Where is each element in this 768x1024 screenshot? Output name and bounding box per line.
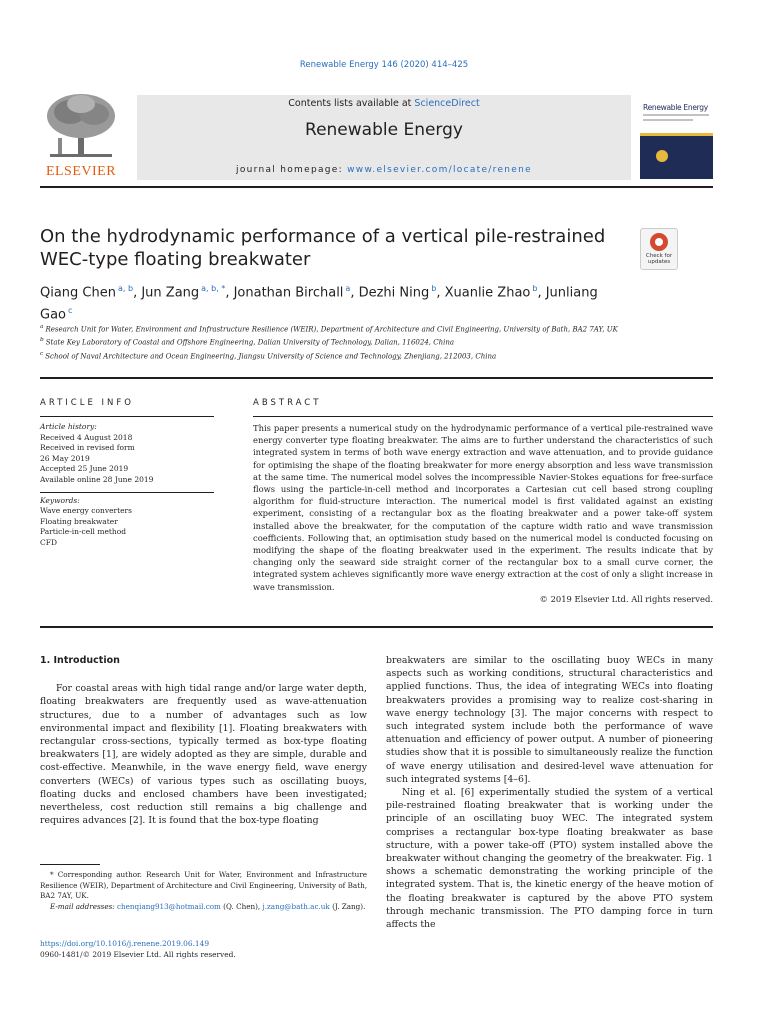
cover-line <box>643 114 709 116</box>
history-list <box>40 433 212 486</box>
author-affiliation-marker[interactable]: a, b, * <box>201 284 226 293</box>
abstract-rule <box>253 416 713 417</box>
email-link-chen[interactable]: chenqiang913@hotmail.com <box>117 901 221 911</box>
homepage-prefix: journal homepage: <box>236 165 348 175</box>
right-column <box>386 654 713 931</box>
doi-link[interactable]: https://doi.org/10.1016/j.renene.2019.06.149 <box>40 939 210 948</box>
abstract-text: This paper presents a numerical study on the hydrodynamic performance of a vertical pile-restrained wave energy converter type floating breakwater. The aims are to further understand the characteristics of such integrated system in terms of both wave energy extraction and wave attenuation, and to provide guidance for optimising the shape of the floating breakwater for more energy absorption and less wave transmission at the same time. The numerical model solves the incompressible Navier-Stokes equations for free-surface flows using the particle-in-cell method and incorporates a Cartesian cut cell based strong coupling algorithm for fluid-structure interaction. The numerical model is first validated against an existing experiment, consisting of a rectangular box as the floating breakwater and a power take-off system installed above the breakwater, for the computation of the capture width ratio and wave transmission coefficients. Following that, an optimisation study based on the numerical model is conducted focusing on modifying the shape of the floating breakwater used in the experiment. The results indicate that by changing only the seaward side straight corner of the rectangular box to a small curve corner, the integrated system achieves significantly more wave energy extraction at the cost of only a slight increase in wave transmission. <box>253 423 713 592</box>
author-name[interactable]: Qiang Chen <box>40 285 116 301</box>
article-title: On the hydrodynamic performance of a vertical pile-restrained WEC-type floating breakwater <box>40 226 606 270</box>
author-name[interactable]: Dezhi Ning <box>358 285 430 301</box>
author-name[interactable]: Xuanlie Zhao <box>444 285 531 301</box>
affiliation-text: School of Naval Architecture and Ocean Engineering, Jiangsu University of Science and Technology, Zhenjiang, 212003, China <box>45 351 497 360</box>
journal-name: Renewable Energy <box>305 120 463 140</box>
history-entry: 26 May 2019 <box>40 453 90 463</box>
check-for-updates-button[interactable] <box>640 228 678 270</box>
article-info-heading: ARTICLE INFO <box>40 398 134 408</box>
corresponding-author-note: * Corresponding author. Research Unit for Water, Environment and Infrastructure Resilience (WEIR), Department of Architecture and Civil Engineering, University of Bath, BA2 7AY, UK. <box>40 870 367 900</box>
intro-paragraph: breakwaters are similar to the oscillating buoy WECs in many aspects such as working conditions, structural characteristics and applied functions. Thus, the idea of integrating WECs into floating breakwaters provides a promising way to realize cost-sharing in wave energy technology [3]. The major concerns with respect to such integrated system include both the performance of wave attenuation and efficiency of power output. A number of pioneering studies show that it is possible to simultaneously realize the function of wave energy utilisation and desired-level wave attenuation for such integrated systems [4–6]. <box>386 655 713 785</box>
intro-paragraph: For coastal areas with high tidal range and/or large water depth, floating breakwaters are frequently used as wave-attenuation structures, due to a number of advantages such as low environmental impact and flexibility [1]. Floating breakwaters with rectangular cross-sections, typically termed as box-type floating breakwaters [1], are widely adopted as they are simple, durable and cost-effective. Meanwhile, in the wave energy field, wave energy converters (WECs) of various types such as oscillating buoys, floating ducks and enclosed chambers have been investigated; nevertheless, cost reduction still remains a big challenge and requires advances [2]. It is found that the box-type floating <box>40 683 367 827</box>
affiliation-rule <box>40 377 713 379</box>
journal-cover[interactable] <box>640 87 713 179</box>
article-info-rule <box>40 416 214 417</box>
abstract <box>253 422 713 605</box>
elsevier-wordmark: ELSEVIER <box>45 164 117 179</box>
journal-homepage <box>137 165 631 175</box>
elsevier-logo <box>40 92 122 180</box>
email-line <box>40 902 367 913</box>
check-updates-label: Check for updates <box>645 253 673 265</box>
keyword[interactable]: Floating breakwater <box>40 516 118 526</box>
affiliation <box>40 322 630 335</box>
copyright: © 2019 Elsevier Ltd. All rights reserved. <box>539 593 713 604</box>
keywords-list <box>40 506 212 548</box>
elsevier-tree-icon <box>40 92 122 162</box>
journal-citation[interactable]: Renewable Energy 146 (2020) 414–425 <box>299 60 469 70</box>
journal-banner <box>137 95 631 180</box>
author-name[interactable]: Junliang Gao <box>40 285 598 323</box>
keywords-rule <box>40 492 214 493</box>
keyword[interactable]: Wave energy converters <box>40 506 132 516</box>
introduction-heading: 1. Introduction <box>40 655 120 666</box>
email-owner: (J. Zang). <box>332 901 366 911</box>
affiliation <box>40 335 630 348</box>
abstract-bottom-rule <box>40 626 713 628</box>
author-name[interactable]: Jonathan Birchall <box>233 285 344 301</box>
homepage-link[interactable]: www.elsevier.com/locate/renene <box>347 165 532 175</box>
keyword[interactable]: Particle-in-cell method <box>40 527 127 537</box>
author-affiliation-marker[interactable]: a <box>345 284 351 293</box>
affiliation <box>40 349 630 362</box>
affiliation-key: a <box>40 324 44 330</box>
footnote <box>40 870 367 912</box>
intro-paragraph: Ning et al. [6] experimentally studied the system of a vertical pile-restrained floating breakwater that is working under the principle of an oscillating buoy WEC. The integrated system comprises a rectangular box-type floating breakwater as base structure, with a power take-off (PTO) system installed above the breakwater without changing the geometry of the breakwater. Fig. 1 shows a schematic demonstrating the working principle of the integrated system. That is, the kinetic energy of the heave motion of the floating breakwater is captured by the above PTO system through mechanic transmission. The PTO damping force in turn affects the <box>386 787 713 931</box>
cover-title: Renewable Energy <box>643 103 708 112</box>
email-owner: (Q. Chen), <box>223 901 261 911</box>
sciencedirect-link[interactable]: ScienceDirect <box>414 98 480 109</box>
affiliation-text: State Key Laboratory of Coastal and Offshore Engineering, Dalian University of Technology, Dalian, 116024, China <box>45 338 455 347</box>
author-affiliation-marker[interactable]: a, b <box>118 284 134 293</box>
keywords-label: Keywords: <box>40 495 80 505</box>
footnote-rule <box>40 864 100 865</box>
history-entry: Available online 28 June 2019 <box>40 474 154 484</box>
email-link-zang[interactable]: j.zang@bath.ac.uk <box>262 901 330 911</box>
history-label: Article history: <box>40 422 97 431</box>
author-list: Qiang Chen $^{a, b}$, Jun Zang $^{a, b, *}$, Jonathan Birchall $^a$, Dezhi Ning $^b$, Xuanlie Zhao $^b$, Junliang Gao $^c$ <box>40 284 598 323</box>
affiliation-key: b <box>40 337 44 344</box>
history-entry: Received 4 August 2018 <box>40 432 133 442</box>
affiliations <box>40 322 630 362</box>
author-affiliation-marker[interactable]: b <box>532 284 538 293</box>
cover-disc-icon <box>656 150 668 162</box>
author-affiliation-marker[interactable]: c <box>68 306 73 316</box>
cover-stripe <box>640 133 713 136</box>
doi-block <box>40 938 367 960</box>
history-entry: Received in revised form <box>40 443 135 453</box>
history-entry: Accepted 25 June 2019 <box>40 464 129 474</box>
author-affiliation-marker[interactable]: b <box>431 284 437 293</box>
affiliation-key: c <box>40 350 44 357</box>
keyword[interactable]: CFD <box>40 537 57 547</box>
header-rule <box>40 186 713 188</box>
contents-line <box>137 98 631 109</box>
email-label: E-mail addresses: <box>50 901 115 911</box>
contents-prefix: Contents lists available at <box>288 98 415 109</box>
cover-line <box>643 119 693 121</box>
affiliation-text: Research Unit for Water, Environment and Infrastructure Resilience (WEIR), Department of Architecture and Civil Engineering, University of Bath, BA2 7AY, UK <box>45 325 618 334</box>
abstract-heading: ABSTRACT <box>253 398 322 408</box>
article-info <box>40 422 212 549</box>
issn-copyright: 0960-1481/© 2019 Elsevier Ltd. All rights reserved. <box>40 950 236 959</box>
author-name[interactable]: Jun Zang <box>141 285 200 301</box>
left-column <box>40 654 367 827</box>
check-updates-icon <box>650 233 668 251</box>
